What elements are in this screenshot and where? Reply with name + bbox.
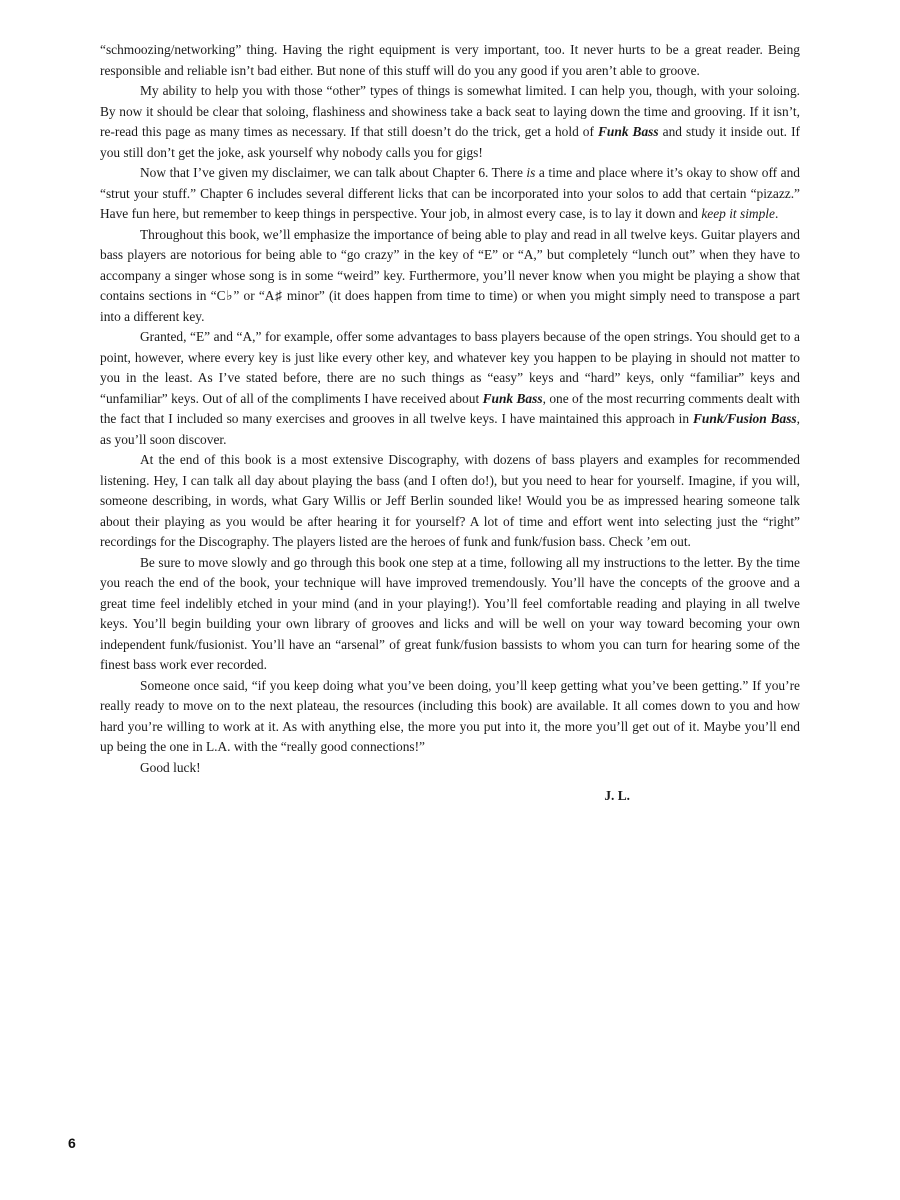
text-run: “schmoozing/networking” thing. Having the right equipment is very important, too. It never hurts to be a great reader. Being responsible and reliable isn’t bad either. But none of this stuff will do you any good if you aren’t able to groove. [100, 42, 800, 78]
paragraph [100, 758, 800, 779]
text-run: Throughout this book, we’ll emphasize the importance of being able to play and read in all twelve keys. Guitar players and bass players are notorious for being able to “go crazy” in the key of “E” or “A,” but completely “lunch out” when they have to accompany a singer whose song is in some “weird” key. Furthermore, you’ll never know when you might be playing a show that contains sections in “C♭” or “A♯ minor” (it does happen from time to time) or when you might simply need to transpose a part into a different key. [100, 226, 800, 324]
page-number: 6 [68, 1135, 76, 1151]
paragraph [100, 450, 800, 553]
text-run: Granted, “E” and “A,” for example, offer some advantages to bass players because of the open strings. You should get to a point, however, where every key is just like every other key, and whatever key you happen to be playing in should not matter to you in the least. As I’ve stated before, there are no such things as “easy” keys and “hard” keys, only “familiar” keys and “unfamiliar” keys. Out of all of the compliments I have received about [100, 329, 800, 406]
text-run: At the end of this book is a most extensive Discography, with dozens of bass players and examples for recommended listening. Hey, I can talk all day about playing the bass (and I often do!), but you need to hear for yourself. Imagine, if you will, someone describing, in words, what Gary Willis or Jeff Berlin sounded like! Would you be as impressed hearing someone talk about their playing as you would be after hearing it for yourself? A lot of time and effort went into selecting just the “right” recordings for the Discography. The players listed are the heroes of funk and funk/fusion bass. Check ’em out. [100, 452, 800, 549]
emphasis-text: keep it simple [701, 206, 775, 221]
text-run: Be sure to move slowly and go through this book one step at a time, following all my instructions to the letter. By the time you reach the end of the book, your technique will have improved tremendously. You’ll have the concepts of the groove and a great time feel indelibly etched in your mind (and in your playing!). You’ll feel comfortable reading and playing in all twelve keys. You’ll begin building your own library of grooves and licks and will be well on your way toward becoming your own independent funk/fusionist. You’ll have an “arsenal” of great funk/fusion bassists to whom you can turn for hearing some of the finest bass work ever recorded. [100, 554, 800, 672]
paragraph [100, 676, 800, 758]
text-run: . [774, 206, 779, 221]
paragraph [100, 553, 800, 676]
text-run: a time and place where it’s okay to show off and “strut your stuff.” Chapter 6 includes several different licks that can be incorporated into your solos to add that certain “pizazz.” Have fun here, but remember to keep things in perspective. Your job, in almost every case, is to lay it down and [100, 165, 800, 221]
text-run: My ability to help you with those “other” types of things is somewhat limited. I can help you, though, with your soloing. By now it should be clear that soloing, flashiness and showiness take a back seat to laying down the time and grooving. If it isn’t, re-read this page as many times as necessary. If that still doesn’t do the trick, get a hold of [100, 83, 800, 139]
paragraph [100, 81, 800, 163]
author-signature: J. L. [604, 788, 630, 803]
text-run: , one of the most recurring comments dealt with the fact that I included so many exercises and grooves in all twelve keys. I have maintained this approach in [100, 390, 800, 426]
paragraph [100, 225, 800, 328]
page-body [100, 40, 800, 807]
emphasis-text: Funk Bass [598, 124, 659, 139]
text-run: Someone once said, “if you keep doing what you’ve been doing, you’ll keep getting what you’ve been getting.” If you’re really ready to move on to the next plateau, the resources (including this book) are available. It all comes down to you and how hard you’re willing to work at it. As with anything else, the more you put into it, the more you’ll get out of it. Maybe you’ll end up being the one in L.A. with the “really good connections!” [100, 677, 800, 754]
emphasis-text: Funk Bass [482, 390, 543, 406]
emphasis-text: is [526, 165, 536, 180]
paragraph [100, 163, 800, 225]
text-run: and study it inside out. If you still don’t get the joke, ask yourself why nobody calls you for gigs! [100, 124, 800, 160]
paragraph [100, 327, 800, 450]
emphasis-text: Funk/Fusion Bass [693, 411, 797, 426]
text-run: , as you’ll soon discover. [100, 411, 801, 447]
text-run: Good luck! [140, 759, 201, 775]
paragraph [100, 40, 800, 81]
text-run: Now that I’ve given my disclaimer, we can talk about Chapter 6. There [140, 165, 527, 180]
body-text [100, 40, 800, 778]
